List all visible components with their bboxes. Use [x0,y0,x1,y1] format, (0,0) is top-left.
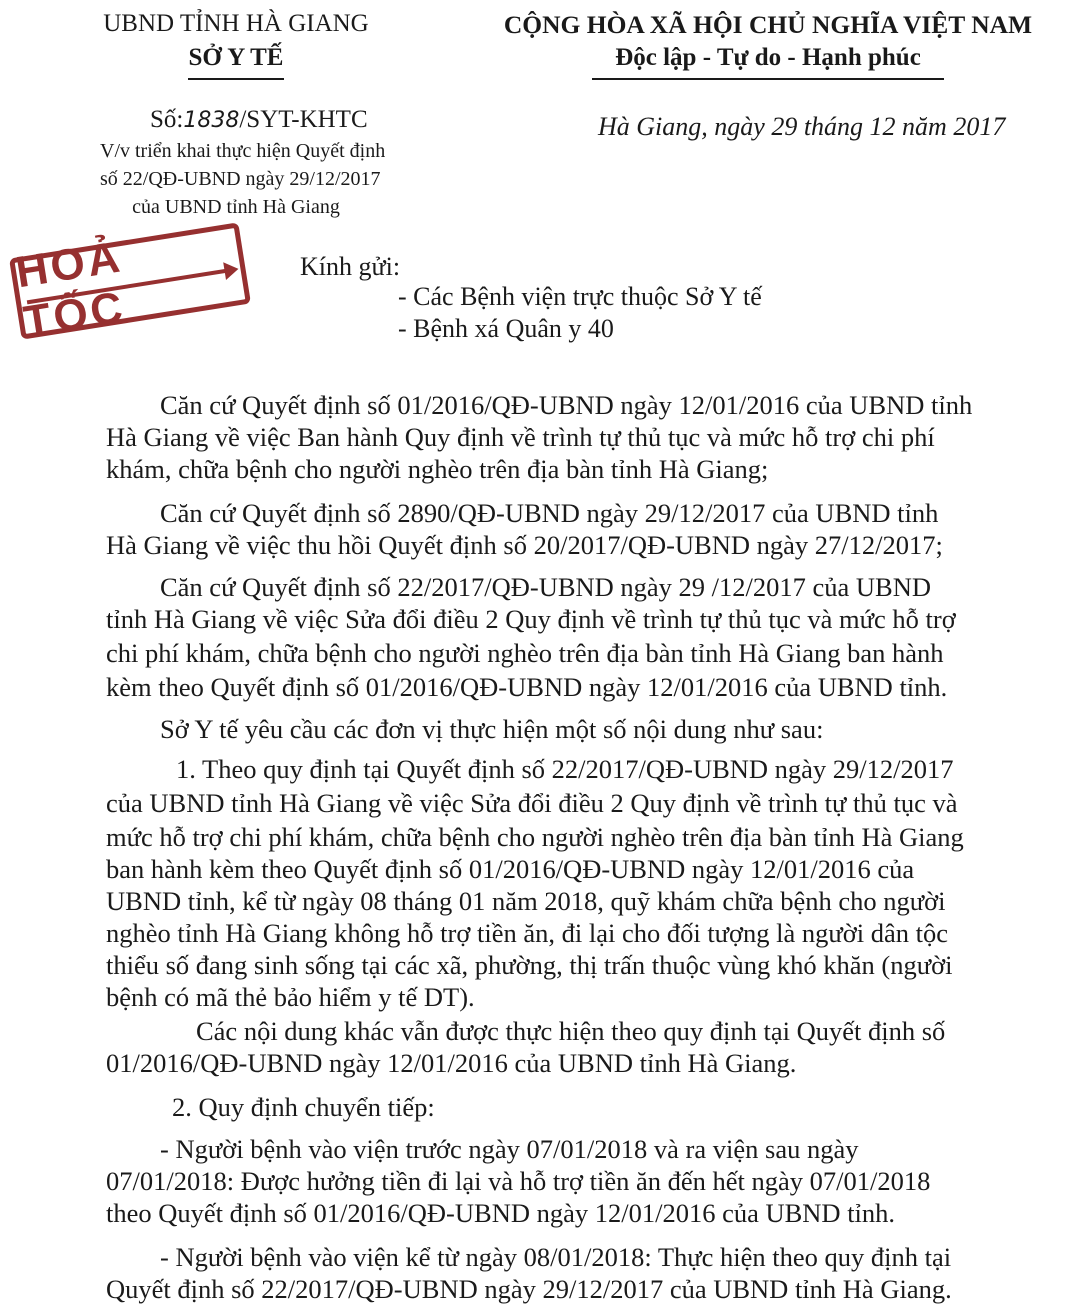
body-line: Căn cứ Quyết định số 22/2017/QĐ-UBND ngày 29 /12/2017 của UBND [160,572,932,602]
body-line: tỉnh Hà Giang về việc Sửa đổi điều 2 Quy định về trình tự thủ tục và mức hỗ trợ [106,604,956,634]
recipient-item: - Bệnh xá Quân y 40 [398,314,614,343]
motto: Độc lập - Tự do - Hạnh phúc [615,44,921,71]
body-line: nghèo tỉnh Hà Giang không hỗ trợ tiền ăn, đi lại cho đối tượng là người dân tộc [106,918,949,948]
body-line: Căn cứ Quyết định số 01/2016/QĐ-UBND ngày 12/01/2016 của UBND tỉnh [160,390,973,420]
stamp-text: HOẢ TỐC [12,232,129,347]
document-number [150,106,368,134]
body-line: mức hỗ trợ chi phí khám, chữa bệnh cho người nghèo trên địa bàn tỉnh Hà Giang [106,822,964,852]
body-line: chi phí khám, chữa bệnh cho người nghèo trên địa bàn tỉnh Hà Giang ban hành [106,638,944,668]
department-name: SỞ Y TẾ [188,44,284,71]
document-number-suffix: /SYT-KHTC [239,106,368,133]
body-line: 2. Quy định chuyển tiếp: [172,1092,435,1122]
body-line: Quyết định số 22/2017/QĐ-UBND ngày 29/12/2017 của UBND tỉnh Hà Giang. [106,1274,952,1304]
body-line: ban hành kèm theo Quyết định số 01/2016/QĐ-UBND ngày 12/01/2016 của [106,854,915,884]
body-line: kèm theo Quyết định số 01/2016/QĐ-UBND ngày 12/01/2016 của UBND tỉnh. [106,672,948,702]
org-name: UBND TỈNH HÀ GIANG [103,10,369,37]
country-name: CỘNG HÒA XÃ HỘI CHỦ NGHĨA VIỆT NAM [503,10,1033,39]
body-line: bệnh có mã thẻ bảo hiểm y tế DT). [106,982,475,1012]
body-line: 1. Theo quy định tại Quyết định số 22/2017/QĐ-UBND ngày 29/12/2017 [176,754,954,784]
body-line: Hà Giang về việc Ban hành Quy định về trình tự thủ tục và mức hỗ trợ chi phí [106,422,935,452]
body-line: Các nội dung khác vẫn được thực hiện theo quy định tại Quyết định số [196,1016,946,1046]
body-line: - Người bệnh vào viện kể từ ngày 08/01/2018: Thực hiện theo quy định tại [160,1242,952,1272]
body-line: - Người bệnh vào viện trước ngày 07/01/2018 và ra viện sau ngày [160,1134,859,1164]
subject-line: V/v triển khai thực hiện Quyết định [100,140,386,162]
body-line: Hà Giang về việc thu hồi Quyết định số 20/2017/QĐ-UBND ngày 27/12/2017; [106,530,943,560]
body-line: Sở Y tế yêu cầu các đơn vị thực hiện một số nội dung như sau: [160,714,824,744]
urgent-stamp [9,222,251,347]
department-underline [188,78,284,80]
motto-underline [592,78,944,80]
place-date: Hà Giang, ngày 29 tháng 12 năm 2017 [598,112,1006,141]
body-line: thiểu số đang sinh sống tại các xã, phường, thị trấn thuộc vùng khó khăn (người [106,950,953,980]
subject-line: số 22/QĐ-UBND ngày 29/12/2017 [100,168,381,190]
body-line: của UBND tỉnh Hà Giang về việc Sửa đổi điều 2 Quy định về trình tự thủ tục và [106,788,958,818]
body-line: khám, chữa bệnh cho người nghèo trên địa bàn tỉnh Hà Giang; [106,454,769,484]
document-number-prefix: Số: [150,106,184,133]
document-number-handwritten: 1838 [183,108,240,133]
body-line: UBND tỉnh, kể từ ngày 08 tháng 01 năm 2018, quỹ khám chữa bệnh cho người [106,886,946,916]
body-line: theo Quyết định số 01/2016/QĐ-UBND ngày 12/01/2016 của UBND tỉnh. [106,1198,896,1228]
body-line: Căn cứ Quyết định số 2890/QĐ-UBND ngày 29/12/2017 của UBND tỉnh [160,498,939,528]
body-line: 07/01/2018: Được hưởng tiền đi lại và hỗ trợ tiền ăn đến hết ngày 07/01/2018 [106,1166,931,1196]
body-line: 01/2016/QĐ-UBND ngày 12/01/2016 của UBND tỉnh Hà Giang. [106,1048,797,1078]
subject [100,137,386,221]
subject-line: của UBND tỉnh Hà Giang [132,196,340,218]
recipients-label: Kính gửi: [300,252,401,281]
recipient-item: - Các Bệnh viện trực thuộc Sở Y tế [398,282,762,311]
